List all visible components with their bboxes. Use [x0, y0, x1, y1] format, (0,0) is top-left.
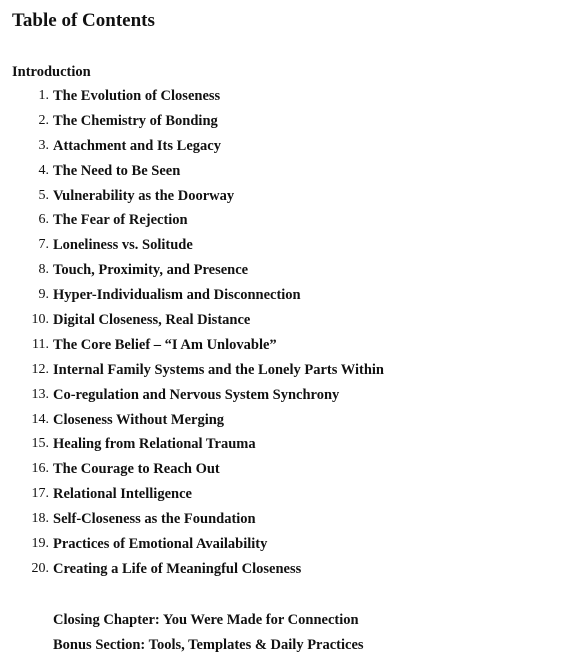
chapter-title: Touch, Proximity, and Presence — [53, 262, 249, 279]
chapter-item — [0, 385, 576, 410]
chapter-title: The Fear of Rejection — [53, 212, 188, 229]
chapter-item — [0, 410, 576, 435]
chapter-item — [0, 186, 576, 211]
chapter-number: 4. — [38, 162, 49, 178]
chapter-item — [0, 285, 576, 310]
chapter-title: Loneliness vs. Solitude — [53, 237, 193, 254]
chapter-number: 11. — [32, 336, 49, 352]
chapter-item — [0, 459, 576, 484]
chapter-number: 6. — [38, 212, 49, 228]
chapter-item — [0, 434, 576, 459]
chapter-number: 3. — [38, 137, 49, 153]
chapter-title: Internal Family Systems and the Lonely Parts Within — [53, 361, 384, 378]
chapter-title: Creating a Life of Meaningful Closeness — [53, 560, 302, 577]
chapter-title: Vulnerability as the Doorway — [53, 187, 235, 204]
bonus-section-entry: Bonus Section: Tools, Templates & Daily Practices — [53, 637, 364, 653]
chapter-number: 7. — [38, 237, 49, 253]
chapter-number: 10. — [31, 312, 49, 328]
chapter-number: 18. — [31, 511, 49, 527]
chapter-number: 13. — [31, 386, 49, 402]
chapter-item — [0, 210, 576, 235]
chapter-title: The Evolution of Closeness — [53, 88, 221, 104]
chapter-title: Healing from Relational Trauma — [53, 436, 256, 453]
chapter-number: 16. — [31, 461, 49, 477]
chapter-title: The Core Belief – “I Am Unlovable” — [53, 336, 277, 353]
chapter-title: Hyper-Individualism and Disconnection — [53, 287, 301, 304]
chapter-title: Practices of Emotional Availability — [53, 536, 268, 553]
chapter-number: 20. — [31, 560, 49, 576]
chapter-item — [0, 260, 576, 285]
chapter-title: The Need to Be Seen — [53, 162, 181, 179]
closing-chapter-entry: Closing Chapter: You Were Made for Connection — [53, 612, 359, 628]
chapter-list — [0, 86, 576, 584]
chapter-item — [0, 484, 576, 509]
chapter-item — [0, 136, 576, 161]
chapter-number: 12. — [31, 361, 49, 377]
chapter-number: 9. — [38, 287, 49, 303]
chapter-number: 5. — [38, 187, 49, 203]
chapter-title: Relational Intelligence — [53, 486, 192, 503]
chapter-item — [0, 111, 576, 136]
chapter-title: Closeness Without Merging — [53, 411, 225, 428]
chapter-title: Digital Closeness, Real Distance — [53, 312, 251, 329]
chapter-title: The Chemistry of Bonding — [53, 112, 218, 129]
chapter-item — [0, 534, 576, 559]
chapter-number: 1. — [38, 88, 49, 103]
chapter-title: Attachment and Its Legacy — [53, 137, 221, 154]
chapter-item — [0, 335, 576, 360]
chapter-item — [0, 360, 576, 385]
chapter-title: Self-Closeness as the Foundation — [53, 511, 256, 528]
chapter-number: 14. — [31, 411, 49, 427]
chapter-number: 15. — [31, 436, 49, 452]
chapter-number: 19. — [31, 536, 49, 552]
introduction-entry: Introduction — [12, 64, 91, 80]
chapter-number: 17. — [31, 486, 49, 502]
chapter-title: Co-regulation and Nervous System Synchrony — [53, 386, 340, 403]
chapter-number: 8. — [38, 262, 49, 278]
chapter-item — [0, 559, 576, 584]
chapter-title: The Courage to Reach Out — [53, 461, 220, 478]
chapter-item — [0, 310, 576, 335]
page-title: Table of Contents — [12, 10, 155, 31]
chapter-item — [0, 86, 576, 111]
chapter-number: 2. — [38, 112, 49, 128]
chapter-item — [0, 161, 576, 186]
chapter-item — [0, 235, 576, 260]
chapter-item — [0, 509, 576, 534]
